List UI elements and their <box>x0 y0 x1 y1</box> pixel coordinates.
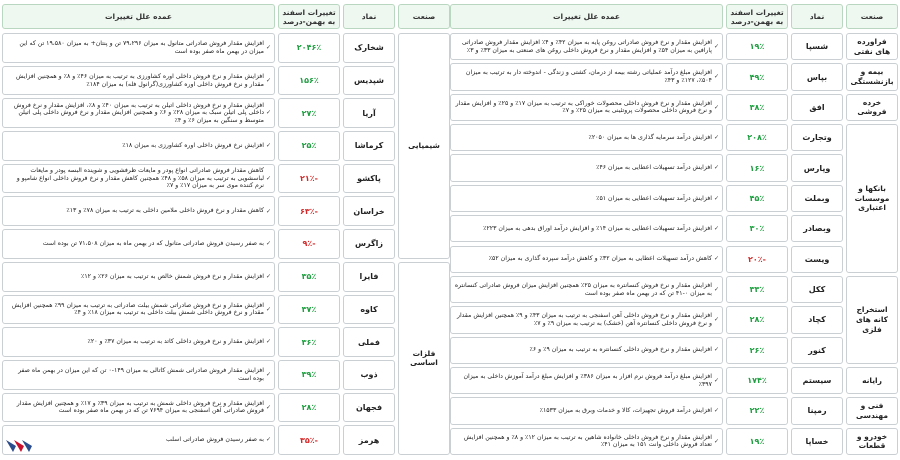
header-sector: صنعت <box>398 4 450 29</box>
reason-text: افزایش مبلغ درآمد عملیاتی رشته بیمه از درمان، کشتی و زندگی - اندوخته دار به ترتیب به میزان ۵۰۴٪، ۱۲۷٪ و ۴۳٪ <box>465 69 712 85</box>
change-cell: ۳۷٪ <box>278 295 340 325</box>
reason-cell <box>450 94 723 121</box>
change-cell: ۳۶٪ <box>278 327 340 357</box>
reason-text: افزایش مقدار و نرخ فروش داخلی اتیلن به ترتیب به میزان ۴۰٪ و ۸٪، افزایش مقدار و نرخ فروش داخلی پلی اتیلن سبک به میزان ۲۸٪ و ۶٪ و همچنین افزایش مقدار و نرخ فروش داخلی پلی اتیلن متوسط و سنگین به میزان ۶٪ و ۴٪ <box>13 101 264 125</box>
header-symbol: نماد <box>343 4 395 29</box>
symbol-cell: آریا <box>343 98 395 128</box>
check-icon: ✓ <box>713 255 719 263</box>
reason-text: افزایش مقدار و نرخ فروش داخلی اوره کشاورزی به ترتیب به میزان ۴۶٪ و ۸٪ و همچنین افزایش مقدار و نرخ فروش داخلی اوره کشاورزی(گرانول فله) به میزان ۱۸۴٪ <box>16 72 264 88</box>
change-cell: ۲۰۴۶٪ <box>278 33 340 63</box>
symbol-cell: وپارس <box>791 154 843 181</box>
symbol-cell: خساپا <box>791 428 843 455</box>
reason-text: افزایش مقدار و نرخ فروش شمش خالص به ترتیب به میزان ۲۶٪ و ۱۲٪ <box>81 272 264 280</box>
symbol-cell: پاکشو <box>343 164 395 194</box>
change-cell: ۲۸٪ <box>726 306 788 333</box>
reason-cell <box>2 360 275 390</box>
symbol-cell: شپدیس <box>343 66 395 96</box>
reason-cell <box>2 425 275 455</box>
change-cell: ۲۵٪ <box>278 131 340 161</box>
symbol-cell: کنور <box>791 337 843 364</box>
reason-cell <box>2 196 275 226</box>
change-cell: -۲۰٪ <box>726 246 788 273</box>
logo-icon <box>4 436 38 456</box>
reason-cell <box>2 66 275 96</box>
symbol-cell: خراسان <box>343 196 395 226</box>
symbol-cell: ویست <box>791 246 843 273</box>
change-cell: ۳۹٪ <box>278 360 340 390</box>
check-icon: ✓ <box>265 240 271 248</box>
check-icon: ✓ <box>713 133 719 141</box>
reason-text: افزایش درآمد تسهیلات اعطایی به میزان ۱۴٪ و افزایش درآمد اوراق بدهی به میزان ۲۲۳٪ <box>483 224 712 232</box>
reason-text: به صفر رسیدن فروش صادراتی اسلب <box>166 436 264 444</box>
reason-text: کاهش مقدار و نرخ فروش داخلی ملامین داخلی به ترتیب به میزان ۷۸٪ و ۱۳٪ <box>66 207 264 215</box>
sector-cell: فراورده های نفتی <box>846 33 898 60</box>
check-icon: ✓ <box>713 316 719 324</box>
reason-cell <box>450 397 723 424</box>
reason-text: افزایش نرخ فروش داخلی اوره کشاورزی به میزان ۱۸٪ <box>122 142 264 150</box>
check-icon: ✓ <box>265 436 271 444</box>
change-cell: ۱۹٪ <box>726 428 788 455</box>
reason-text: افزایش مقدار و نرخ فروش صادراتی روغن پایه به میزان ۴۲٪ و ۴٪ افزایش مقدار فروش صادراتی پارافین به میزان ۵۴٪ و افزایش مقدار و نرخ فروش داخلی روغن های صنعتی به میزان ۳۳٪ و ۳٪ <box>461 38 712 54</box>
check-icon: ✓ <box>265 174 271 182</box>
reason-cell <box>2 393 275 423</box>
change-cell: -۶۳٪ <box>278 196 340 226</box>
check-icon: ✓ <box>713 164 719 172</box>
change-cell: ۲۸٪ <box>278 393 340 423</box>
reason-cell <box>450 428 723 455</box>
change-cell: ۴۵٪ <box>726 185 788 212</box>
check-icon: ✓ <box>713 437 719 445</box>
change-cell: ۲۲٪ <box>726 397 788 424</box>
header-change: تغییرات اسفند به بهمن-درصد <box>726 4 788 29</box>
symbol-cell: رمپنا <box>791 397 843 424</box>
sector-cell: خودرو و قطعات <box>846 428 898 455</box>
symbol-cell: شخارک <box>343 33 395 63</box>
symbol-cell: بپاس <box>791 63 843 90</box>
reason-text: افزایش مقدار و نرخ فروش کنسانتره به میزان ۲۵٪ همچنین افزایش میزان فروش صادراتی کنسانتره به میزان ۰-۴۱ تن که در بهمن ماه صفر بوده است <box>454 281 712 297</box>
reason-text: افزایش مقدار و نرخ فروش داخلی آهن اسفنجی به ترتیب به میزان ۴۳٪ و ۹٪ همچنین افزایش مقدار و نرخ فروش داخلی کنسانتره آهن (خشک) به ترتیب به میزان ۹٪ و ۷٪ <box>456 312 712 327</box>
check-icon: ✓ <box>713 73 719 81</box>
check-icon: ✓ <box>713 194 719 202</box>
check-icon: ✓ <box>265 371 271 379</box>
reason-text: افزایش مقدار فروش صادراتی شمش کاتالی به میزان ۱۴۹-۰ تن که این میزان در بهمن ماه صفر بوده است <box>18 367 264 382</box>
reason-text: افزایش درآمد تسهیلات اعطایی به میزان ۴۶٪ <box>596 164 712 172</box>
change-cell: ۳۸٪ <box>726 94 788 121</box>
reason-cell <box>2 262 275 292</box>
header-reason: عمده علل تغییرات <box>450 4 723 29</box>
change-cell: ۲۰۸٪ <box>726 124 788 151</box>
symbol-cell: کرماشا <box>343 131 395 161</box>
check-icon: ✓ <box>265 305 271 313</box>
change-cell: ۳۳٪ <box>726 276 788 303</box>
header-reason: عمده علل تغییرات <box>2 4 275 29</box>
header-symbol: نماد <box>791 4 843 29</box>
check-icon: ✓ <box>713 376 719 384</box>
check-icon: ✓ <box>713 103 719 111</box>
symbol-cell: سیستم <box>791 367 843 394</box>
check-icon: ✓ <box>713 225 719 233</box>
check-icon: ✓ <box>265 272 271 280</box>
left-table <box>2 4 450 458</box>
reason-cell <box>2 164 275 194</box>
reason-cell <box>450 337 723 364</box>
reason-cell <box>450 63 723 90</box>
symbol-cell: وبملت <box>791 185 843 212</box>
symbol-cell: ککل <box>791 276 843 303</box>
change-cell: ۳۰٪ <box>726 215 788 242</box>
symbol-cell: هرمز <box>343 425 395 455</box>
sector-cell: فنی و مهندسی <box>846 397 898 424</box>
change-cell: ۱۵۶٪ <box>278 66 340 96</box>
reason-cell <box>2 295 275 325</box>
reason-cell <box>450 185 723 212</box>
header-change: تغییرات اسفند به بهمن-درصد <box>278 4 340 29</box>
reason-cell <box>450 246 723 273</box>
check-icon: ✓ <box>265 338 271 346</box>
reason-cell <box>450 124 723 151</box>
reason-text: افزایش مقدار و نرخ فروش داخلی محصولات خوراکی به ترتیب به میزان ۱۷٪ و ۲۵٪ و افزایش مقدار و نرخ فروش داخلی محصولات پروتئینی به میزان ۲۵٪ و ۷٪ <box>455 99 712 115</box>
symbol-cell: شسپا <box>791 33 843 60</box>
sector-cell: بیمه و بازنشستگی <box>846 63 898 90</box>
sector-cell: بانکها و موسسات اعتباری <box>846 124 898 273</box>
sector-cell: خرده فروشی <box>846 94 898 121</box>
change-cell: ۱۷۴٪ <box>726 367 788 394</box>
symbol-cell: زاگرس <box>343 229 395 259</box>
reason-cell <box>2 33 275 63</box>
check-icon: ✓ <box>713 407 719 415</box>
change-cell: -۳۵٪ <box>278 425 340 455</box>
symbol-cell: کچاد <box>791 306 843 333</box>
check-icon: ✓ <box>265 207 271 215</box>
change-cell: -۹٪ <box>278 229 340 259</box>
check-icon: ✓ <box>713 346 719 354</box>
check-icon: ✓ <box>265 109 271 117</box>
change-cell: -۲۱٪ <box>278 164 340 194</box>
check-icon: ✓ <box>265 44 271 52</box>
reason-cell <box>2 131 275 161</box>
check-icon: ✓ <box>265 403 271 411</box>
reason-cell <box>450 215 723 242</box>
reason-cell <box>2 98 275 128</box>
change-cell: ۳۵٪ <box>278 262 340 292</box>
check-icon: ✓ <box>713 42 719 50</box>
reason-text: افزایش درآمد فروش تجهیزات، کالا و خدمات وبرق به میزان ۱۵۳۳٪ <box>539 407 712 415</box>
change-cell: ۱۶٪ <box>726 154 788 181</box>
change-cell: ۲۷٪ <box>278 98 340 128</box>
symbol-cell: فملی <box>343 327 395 357</box>
reason-text: افزایش مقدار و نرخ فروش داخلی کنسانتره به ترتیب به میزان ۹٪ و ۶٪ <box>529 346 712 354</box>
header-sector: صنعت <box>846 4 898 29</box>
reason-text: افزایش مبلغ درآمد فروش نرم افزار به میزان ۳۸۶٪ و افزایش مبلغ درآمد آموزش داخلی به میزان ۳۹۷٪ <box>463 372 712 388</box>
reason-text: افزایش مقدار و نرخ فروش داخلی خانواده شاهین به ترتیب به میزان ۱۲٪ و ۸٪ و همچنین افزایش تعداد فروش داخلی وانت ۱۵۱ به میزان ۴۱٪ <box>463 433 712 449</box>
check-icon: ✓ <box>265 142 271 150</box>
symbol-cell: فجهان <box>343 393 395 423</box>
reason-text: افزایش مقدار و نرخ فروش داخلی کاتد به ترتیب به میزان ۳۷٪ و ۲۰٪ <box>87 338 264 346</box>
check-icon: ✓ <box>265 76 271 84</box>
change-cell: ۱۹٪ <box>726 33 788 60</box>
reason-text: کاهش درآمد تسهیلات اعطایی به میزان ۳۲٪ و کاهش درآمد سپرده گذاری به میزان ۵۲٪ <box>488 255 712 263</box>
reason-text: افزایش درآمد تسهیلات اعطایی به میزان ۵۱٪ <box>596 194 712 202</box>
reason-cell <box>2 327 275 357</box>
symbol-cell: ذوب <box>343 360 395 390</box>
reason-cell <box>450 33 723 60</box>
symbol-cell: فایرا <box>343 262 395 292</box>
reason-cell <box>450 306 723 333</box>
sector-cell: رایانه <box>846 367 898 394</box>
change-cell: ۲۶٪ <box>726 337 788 364</box>
reason-cell <box>450 367 723 394</box>
reason-cell <box>450 276 723 303</box>
reason-text: افزایش مقدار فروش صادراتی متانول به میزان ۷۹،۲۹۶ تن و پنتان+ به میزان ۱۹،۵۸۰ تن که این میزان در بهمن ماه صفر بوده است <box>19 40 264 55</box>
symbol-cell: کاوه <box>343 295 395 325</box>
reason-text: افزایش درآمد سرمایه گذاری ها به میزان ۲۰۵۰٪ <box>588 133 712 141</box>
reason-cell <box>2 229 275 259</box>
reason-text: افزایش مقدار و نرخ فروش صادراتی شمش بیلت صادراتی به ترتیب به میزان ۹۹٪ همچنین افزایش مقدار و نرخ فروش داخلی شمش بیلت داخلی به ترتیب به میزان ۱۸٪ و ۴٪ <box>11 301 264 317</box>
sector-cell: فلزات اساسی <box>398 262 450 455</box>
reason-text: به صفر رسیدن فروش صادراتی متانول که در بهمن ماه به میزان ۷۱،۵۰۸ تن بوده است <box>42 240 264 248</box>
sector-cell: استخراج کانه های فلزی <box>846 276 898 364</box>
sector-cell: شیمیایی <box>398 33 450 259</box>
check-icon: ✓ <box>713 285 719 293</box>
reason-text: افزایش مقدار و نرخ فروش داخلی شمش به ترتیب به میزان ۳۹٪ و ۱۷٪ و همچنین افزایش مقدار فروش صادراتی آهن اسفنجی به میزان ۷۶۹۴ تن که در بهمن ماه صفر بوده است <box>16 399 264 415</box>
symbol-cell: وبصادر <box>791 215 843 242</box>
reason-cell <box>450 154 723 181</box>
change-cell: ۴۹٪ <box>726 63 788 90</box>
symbol-cell: افق <box>791 94 843 121</box>
right-table <box>450 4 898 458</box>
symbol-cell: وتجارت <box>791 124 843 151</box>
reason-text: کاهش مقدار فروش صادراتی انواع پودر و مایعات ظرفشویی و شوینده البسه پودر و مایعات لباسشویی به ترتیب به میزان ۵۸٪ و ۴۸٪ همچنین کاهش مقدار و نرخ فروش داخلی انواع شامپو و نرم کننده موی سر به میزان ۱۷٪ و ۷٪ <box>16 166 264 190</box>
